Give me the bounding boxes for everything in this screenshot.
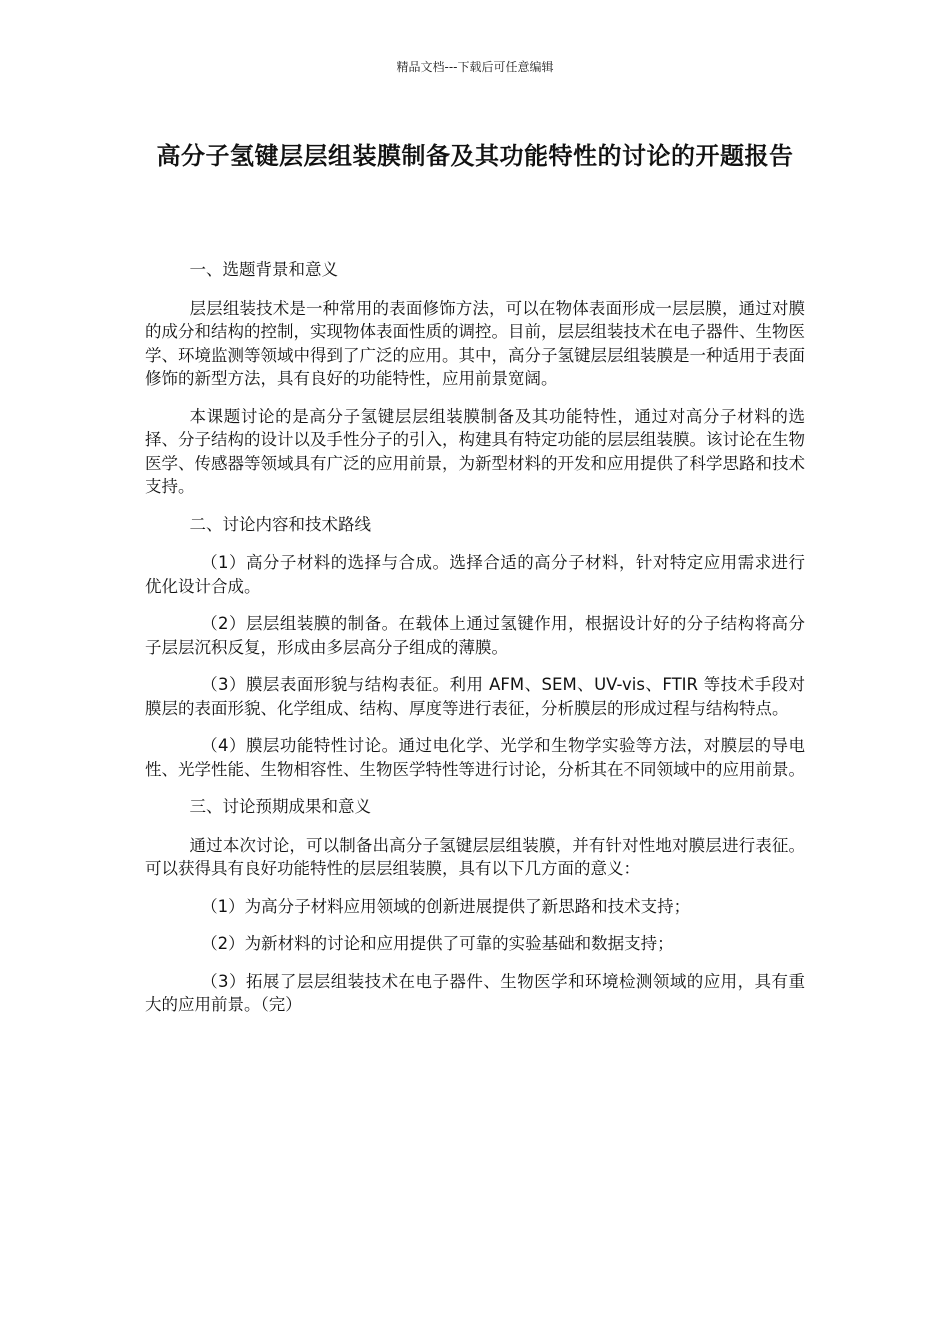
document-title: 高分子氢键层层组装膜制备及其功能特性的讨论的开题报告 bbox=[156, 142, 794, 170]
header-note: 精品文档---下载后可任意编辑 bbox=[396, 60, 554, 74]
list-item: （1）为高分子材料应用领域的创新进展提供了新思路和技术支持； bbox=[201, 896, 691, 916]
list-item: （2）层层组装膜的制备。在载体上通过氢键作用，根据设计好的分子结构将高分子层层沉积反复，形成由多层高分子组成的薄膜。 bbox=[145, 614, 805, 657]
section-heading-background: 一、选题背景和意义 bbox=[189, 260, 339, 279]
section-heading-outcomes: 三、讨论预期成果和意义 bbox=[189, 797, 372, 816]
list-item: （3）拓展了层层组装技术在电子器件、生物医学和环境检测领域的应用，具有重大的应用前景。（完） bbox=[145, 971, 805, 1014]
document-body bbox=[145, 258, 805, 1031]
list-item: （1）高分子材料的选择与合成。选择合适的高分子材料，针对特定应用需求进行优化设计合成。 bbox=[145, 553, 805, 596]
list-item: （2）为新材料的讨论和应用提供了可靠的实验基础和数据支持； bbox=[201, 934, 674, 953]
list-item: （3）膜层表面形貌与结构表征。利用 AFM、SEM、UV-vis、FTIR 等技术手段对膜层的表面形貌、化学组成、结构、厚度等进行表征，分析膜层的形成过程与结构特点。 bbox=[145, 675, 805, 718]
section-heading-content: 二、讨论内容和技术路线 bbox=[189, 514, 372, 534]
paragraph: 通过本次讨论，可以制备出高分子氢键层层组装膜，并有针对性地对膜层进行表征。可以获得具有良好功能特性的层层组装膜，具有以下几方面的意义： bbox=[145, 835, 805, 878]
paragraph: 层层组装技术是一种常用的表面修饰方法，可以在物体表面形成一层层膜，通过对膜的成分和结构的控制，实现物体表面性质的调控。目前，层层组装技术在电子器件、生物医学、环境监测等领域中得到了广泛的应用。其中，高分子氢键层层组装膜是一种适用于表面修饰的新型方法，具有良好的功能特性，应用前景宽阔。 bbox=[145, 298, 805, 388]
list-item: （4）膜层功能特性讨论。通过电化学、光学和生物学实验等方法，对膜层的导电性、光学性能、生物相容性、生物医学特性等进行讨论，分析其在不同领域中的应用前景。 bbox=[145, 736, 805, 779]
paragraph: 本课题讨论的是高分子氢键层层组装膜制备及其功能特性，通过对高分子材料的选择、分子结构的设计以及手性分子的引入，构建具有特定功能的层层组装膜。该讨论在生物医学、传感器等领域具有广泛的应用前景，为新型材料的开发和应用提供了科学思路和技术支持。 bbox=[145, 406, 805, 496]
